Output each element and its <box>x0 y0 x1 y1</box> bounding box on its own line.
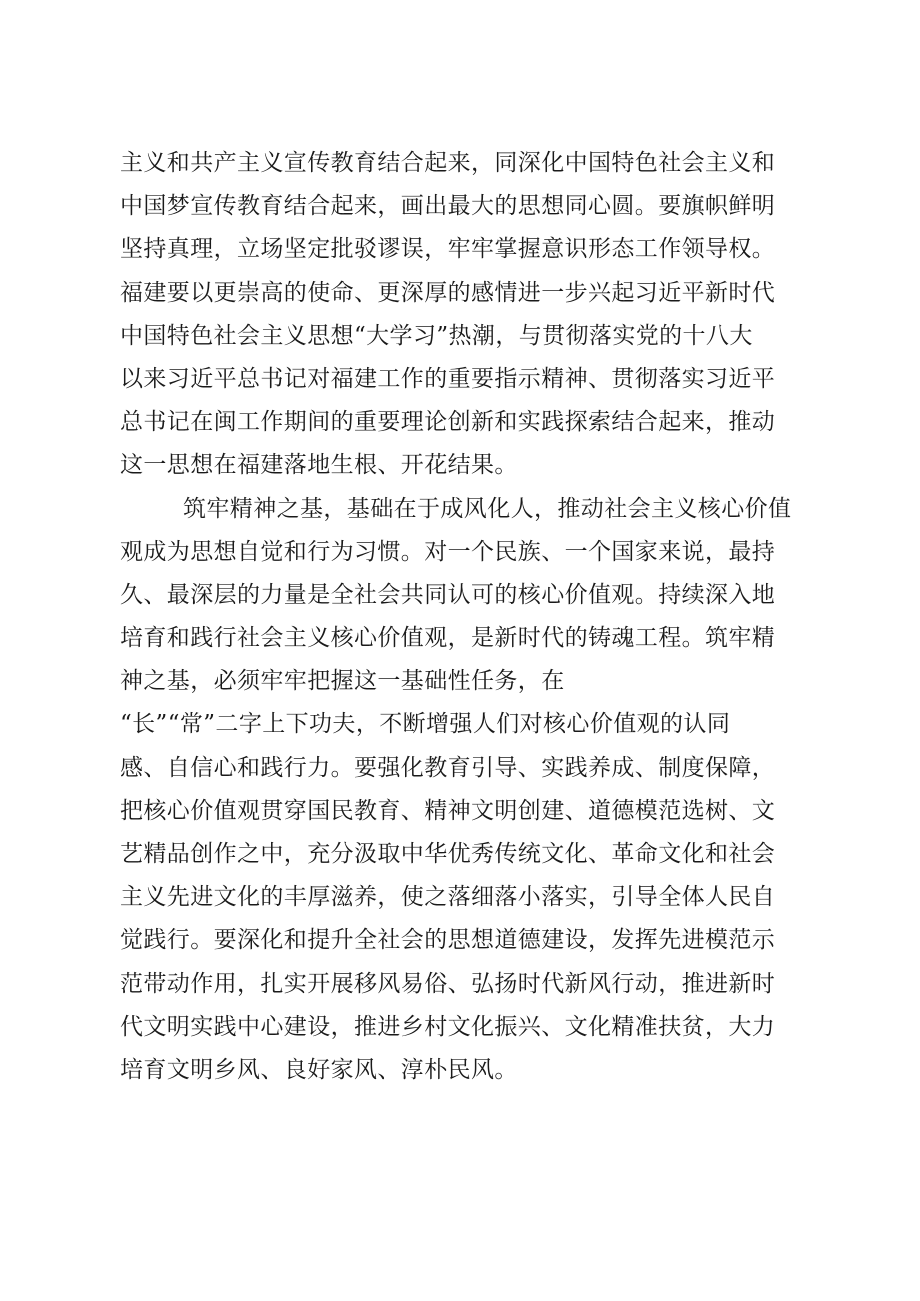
text-line: 范带动作用，扎实开展移风易俗、弘扬时代新风行动，推进新时 <box>120 970 776 997</box>
text-line: 以来习近平总书记对福建工作的重要指示精神、贯彻落实习近平 <box>120 365 776 392</box>
text-line: 中国特色社会主义思想“大学习”热潮，与贯彻落实党的十八大 <box>120 322 753 349</box>
text-line: 观成为思想自觉和行为习惯。对一个民族、一个国家来说，最持 <box>120 538 776 565</box>
text-line: 艺精品创作之中，充分汲取中华优秀传统文化、革命文化和社会 <box>120 841 776 867</box>
paragraph-2 <box>120 488 810 1093</box>
text-line-indented: 筑牢精神之基，基础在于成风化人，推动社会主义核心价值 <box>183 495 792 522</box>
text-line: 把核心价值观贯穿国民教育、精神文明创建、道德模范选树、文 <box>120 797 776 824</box>
text-line: 主义先进文化的丰厚滋养，使之落细落小落实，引导全体人民自 <box>120 884 776 911</box>
text-line: 感、自信心和践行力。要强化教育引导、实践养成、制度保障， <box>120 754 776 781</box>
text-line: 代文明实践中心建设，推进乡村文化振兴、文化精准扶贫，大力 <box>120 1013 776 1040</box>
text-line: 久、最深层的力量是全社会共同认可的核心价值观。持续深入地 <box>120 581 776 608</box>
text-line: 培育和践行社会主义核心价值观，是新时代的铸魂工程。筑牢精 <box>120 625 776 652</box>
paragraph-1 <box>120 142 810 488</box>
text-line: 神之基，必须牢牢把握这一基础性任务，在 <box>120 668 565 695</box>
text-line: 福建要以更崇高的使命、更深厚的感情进一步兴起习近平新时代 <box>120 279 776 306</box>
text-line: 培育文明乡风、良好家风、淳朴民风。 <box>120 1056 518 1083</box>
text-line: 总书记在闽工作期间的重要理论创新和实践探索结合起来，推动 <box>120 409 776 436</box>
document-body <box>120 142 810 1092</box>
text-line: 中国梦宣传教育结合起来，画出最大的思想同心圆。要旗帜鲜明 <box>120 193 776 220</box>
text-line: 觉践行。要深化和提升全社会的思想道德建设，发挥先进模范示 <box>120 927 776 954</box>
text-line: 这一思想在福建落地生根、开花结果。 <box>120 452 518 479</box>
text-line: “长”“常”二字上下功夫，不断增强人们对核心价值观的认同 <box>120 711 731 738</box>
text-line: 坚持真理，立场坚定批驳谬误，牢牢掌握意识形态工作领导权。 <box>120 236 776 263</box>
text-line: 主义和共产主义宣传教育结合起来，同深化中国特色社会主义和 <box>120 150 776 176</box>
